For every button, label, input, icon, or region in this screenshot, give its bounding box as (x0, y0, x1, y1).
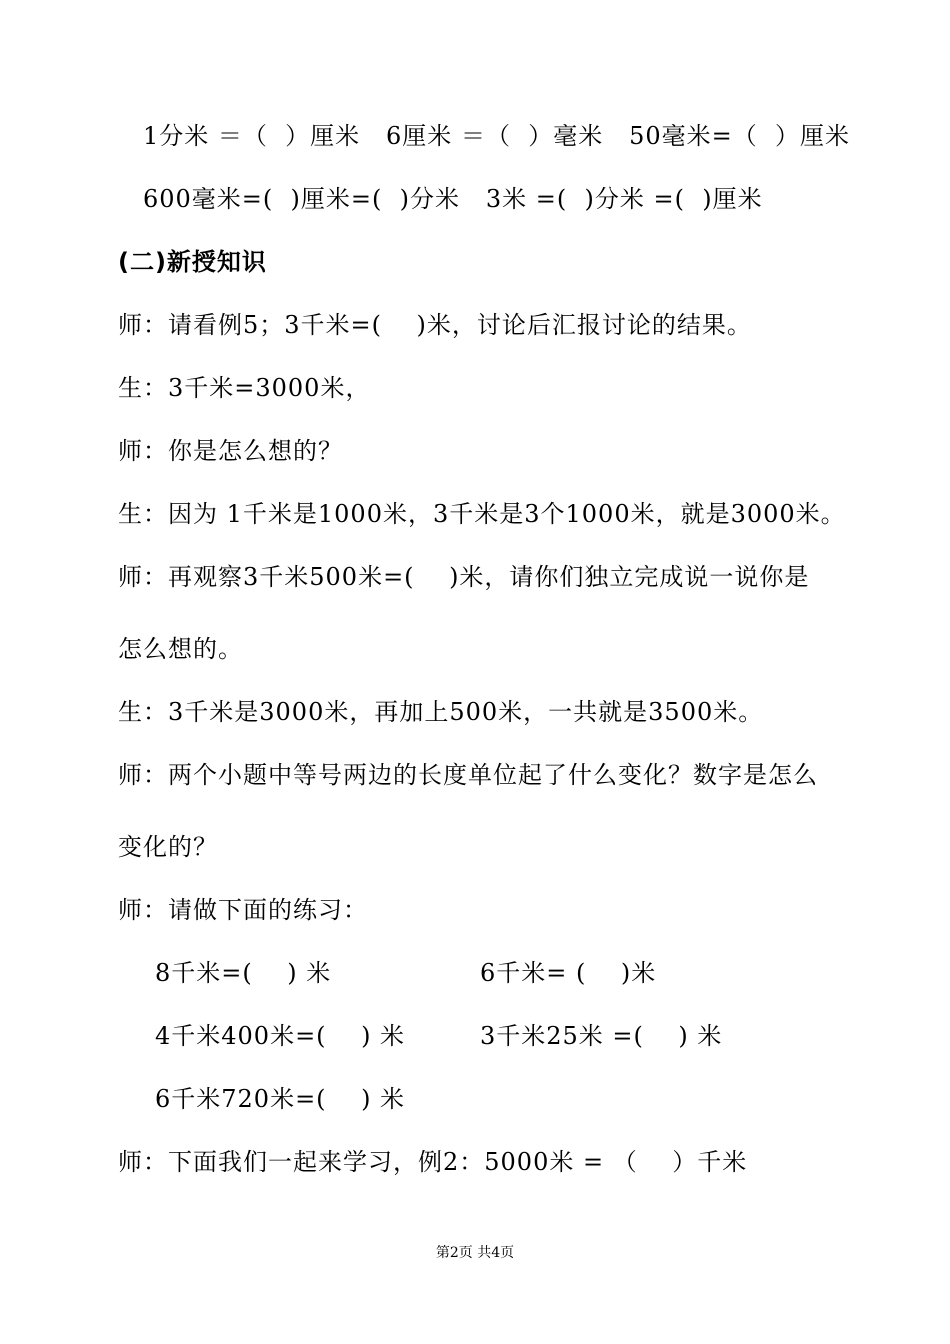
page-footer: 第2页 共4页 (435, 1245, 515, 1261)
teacher-line-observe: 师：再观察3千米500米=( )米，请你们独立完成说一说你是 (118, 563, 810, 591)
practice-item-2: 6千米= ( )米 (480, 959, 657, 987)
teacher-line-question: 师：你是怎么想的？ (118, 437, 343, 465)
student-line-answer: 生：3千米=3000米， (118, 374, 371, 402)
teacher-line-observe-cont: 怎么想的。 (118, 635, 243, 663)
teacher-line-example-5: 师：请看例5；3千米=( )米，讨论后汇报讨论的结果。 (118, 311, 752, 339)
practice-item-3: 4千米400米=( ) 米 (155, 1022, 406, 1050)
teacher-line-units-change: 师：两个小题中等号两边的长度单位起了什么变化？数字是怎么 (118, 761, 818, 789)
practice-item-1: 8千米=( ) 米 (155, 959, 332, 987)
teacher-line-practice: 师：请做下面的练习： (118, 896, 368, 924)
review-exercise-line-1: 1分米 ＝（ ）厘米 6厘米 ＝（ ）毫米 50毫米=（ ）厘米 (143, 122, 850, 150)
student-line-3500: 生：3千米是3000米，再加上500米，一共就是3500米。 (118, 698, 764, 726)
practice-item-5: 6千米720米=( ) 米 (155, 1085, 406, 1113)
student-line-explanation: 生：因为 1千米是1000米，3千米是3个1000米，就是3000米。 (118, 500, 846, 528)
review-exercise-line-2: 600毫米=( )厘米=( )分米 3米 =( )分米 =( )厘米 (143, 185, 763, 213)
teacher-line-example-2: 师：下面我们一起来学习，例2：5000米 = （ ）千米 (118, 1148, 748, 1176)
section-heading: (二)新授知识 (118, 248, 267, 276)
practice-item-4: 3千米25米 =( ) 米 (480, 1022, 723, 1050)
teacher-line-units-change-cont: 变化的？ (118, 833, 218, 861)
